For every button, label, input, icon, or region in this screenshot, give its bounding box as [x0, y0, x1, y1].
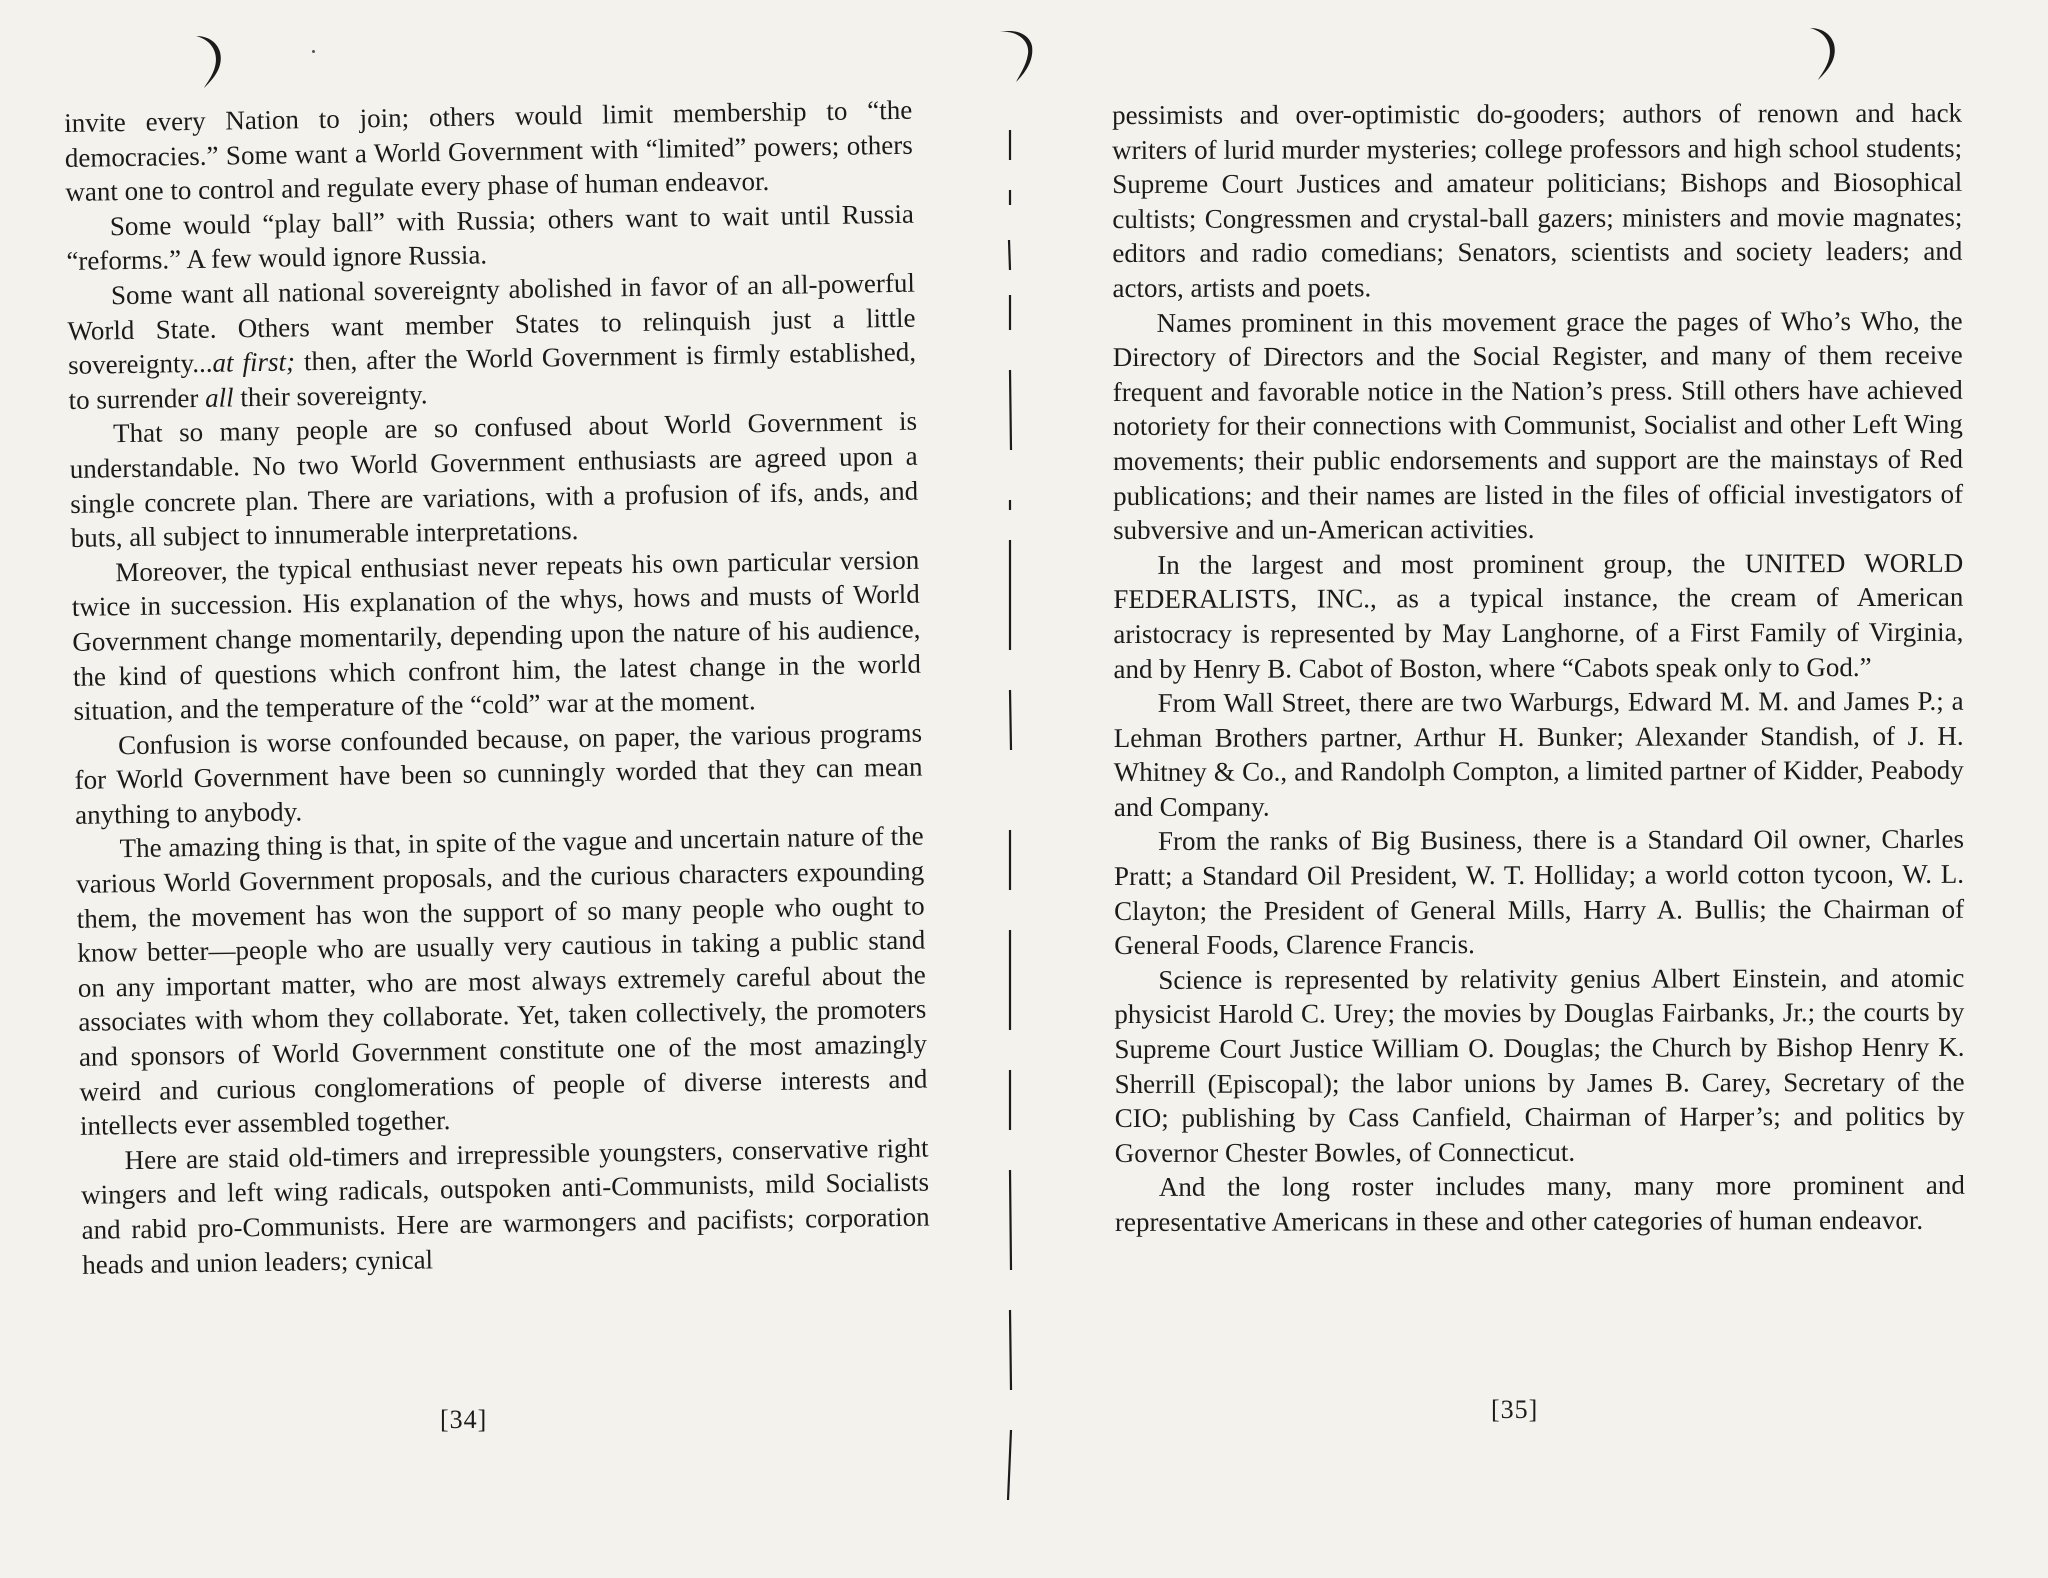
crescent-bracket-icon	[190, 30, 230, 90]
italic-run: at first;	[212, 346, 296, 378]
paragraph: Moreover, the typical enthusiast never repeats his own particular version twice in succession. His explanation of the whys, hows and musts of World Government change momentarily, depending upon the nature of his audience, the kind of questions which confront him, the latest change in the world situation, and the temperature of the “cold” war at the moment.	[71, 544, 922, 727]
right-page	[1012, 0, 2048, 1578]
italic-run: all	[204, 382, 234, 413]
text-run: their sovereignty.	[233, 379, 428, 413]
paragraph: That so many people are so confused about World Government is understandable. No two World Government enthusiasts are agreed upon a single concrete plan. There are variations, with a profusion of ifs, ands, and buts, all subject to innumerable interpretations.	[69, 405, 919, 554]
ink-speck	[312, 50, 315, 53]
paragraph: Names prominent in this movement grace the pages of Who’s Who, the Directory of Directors and the Social Register, and many of them receive frequent and favorable notice in the Nation’s press. Still others have achieved notoriety for their connections with Communist, Socialist and other Left Wing movements; their public endorsements and support are the mainstays of Red publications; and their names are listed in the files of official investigators of subversive and un-American activities.	[1112, 305, 1964, 546]
text-run: then, after the World Government is firmly established, to surrender	[68, 336, 917, 415]
text-run: Some want all national sovereignty abolished in favor of an all-powerful World State. Others want member States to relinquish just a little sovereignty...	[67, 267, 916, 381]
page-number: [35]	[1491, 1395, 1539, 1424]
paragraph: invite every Nation to join; others would limit membership to “the democracies.” Some want a World Government with “limited” powers; others want one to control and regulate every phase of human endeavor.	[64, 94, 913, 208]
paragraph: Here are staid old-timers and irrepressible youngsters, conservative right wingers and left wing radicals, outspoken anti-Communists, mild Socialists and rabid pro-Communists. Here are warmongers and pacifists; corporation heads and union leaders; cynical	[80, 1132, 930, 1280]
paragraph: Some would “play ball” with Russia; others want to wait until Russia “reforms.” A few would ignore Russia.	[66, 198, 915, 277]
paragraph: In the largest and most prominent group, the UNITED WORLD FEDERALISTS, INC., as a typical instance, the cream of American aristocracy is represented by May Langhorne, of a First Family of Virginia, and by Henry B. Cabot of Boston, where “Cabots speak only to God.”	[1113, 547, 1964, 684]
paragraph: The amazing thing is that, in spite of the vague and uncertain nature of the various World Government proposals, and the curious characters expounding them, the movement has won the support of so many people who ought to know better—people who are usually very cautious in taking a public stand on any important matter, who are most always extremely careful about the associates with whom they collaborate. Yet, taken collectively, the promoters and sponsors of World Government constitute one of the most amazingly weird and curious conglomerations of people of diverse interests and intellects ever assembled together.	[75, 821, 928, 1142]
right-page-text	[1112, 96, 1965, 1240]
left-page	[0, 0, 1012, 1578]
left-page-text	[64, 93, 930, 1282]
paragraph: And the long roster includes many, many more prominent and representative Americans in these and other categories of human endeavor.	[1114, 1170, 1965, 1237]
paragraph: From Wall Street, there are two Warburgs, Edward M. M. and James P.; a Lehman Brothers partner, Arthur H. Bunker; Alexander Standish, of J. H. Whitney & Co., and Randolph Compton, a limited partner of Kidder, Peabody and Company.	[1113, 685, 1964, 822]
paragraph: Confusion is worse confounded because, on paper, the various programs for World Government have been so cunningly worded that they can mean anything to anybody.	[74, 717, 923, 830]
crescent-bracket-icon	[1804, 22, 1844, 82]
page-number: [34]	[440, 1405, 488, 1434]
paragraph: From the ranks of Big Business, there is a Standard Oil owner, Charles Pratt; a Standard Oil President, W. T. Holliday; a world cotton tycoon, W. L. Clayton; the President of General Mills, Harry A. Bullis; the Chairman of General Foods, Clarence Francis.	[1113, 824, 1965, 961]
paragraph: Science is represented by relativity genius Albert Einstein, and atomic physicist Harold C. Urey; the movies by Douglas Fairbanks, Jr.; the courts by Supreme Court Justice William O. Douglas; the Church by Bishop Henry K. Sherrill (Episcopal); the labor unions by James B. Carey, Secretary of the CIO; publishing by Cass Canfield, Chairman of Harper’s; and politics by Governor Chester Bowles, of Connecticut.	[1114, 962, 1965, 1168]
paragraph-sovereignty	[67, 266, 917, 418]
paragraph: pessimists and over-optimistic do-gooders; authors of renown and hack writers of lurid murder mysteries; college professors and high school students; Supreme Court Justices and amateur politicians; Bishops and Biosophical cultists; Congressmen and crystal-ball gazers; ministers and movie magnates; editors and radio comedians; Senators, scientists and society leaders; and actors, artists and poets.	[1112, 97, 1963, 303]
